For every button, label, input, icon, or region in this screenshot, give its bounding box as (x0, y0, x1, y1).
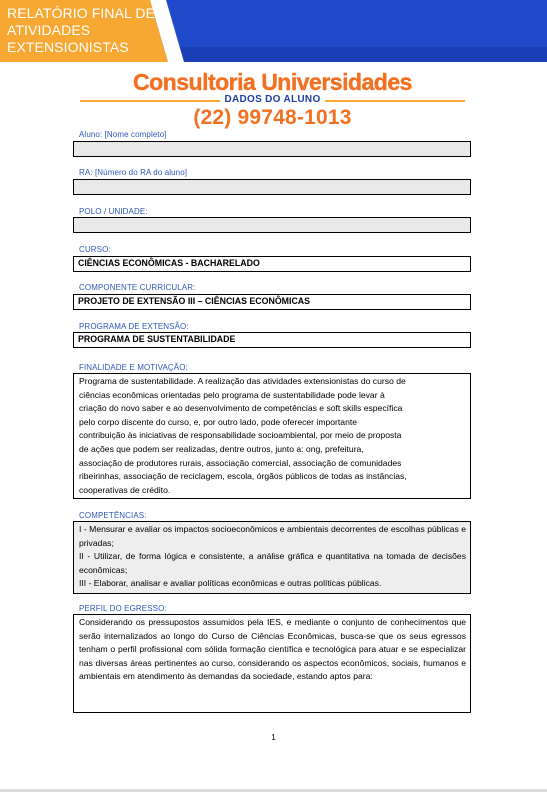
competencia-item: II - Utilizar, de forma lógica e consistente, a análise gráfica e quantitativa na tomada de decisões econômicas; (79, 551, 466, 575)
watermark (80, 70, 465, 130)
banner-title-line-2: ATIVIDADES (7, 22, 91, 38)
competencias-field (73, 521, 471, 594)
programa-field: PROGRAMA DE SUSTENTABILIDADE (73, 332, 471, 348)
banner-title-line-3: EXTENSIONISTAS (7, 39, 129, 55)
polo-field[interactable] (73, 217, 471, 233)
finalidade-line: criação do novo saber e ao desenvolvimento de competências e soft skills específica (79, 403, 403, 414)
finalidade-line: pelo corpo discente do curso, e, por outro lado, pode oferecer importante (79, 416, 358, 427)
componente-label: COMPONENTE CURRICULAR: (79, 283, 196, 292)
finalidade-line: ciências econômicas orientadas pelo programa de sustentabilidade pode levar à (79, 389, 385, 400)
polo-label: POLO / UNIDADE: (79, 207, 148, 216)
competencia-item: I - Mensurar e avaliar os impactos socioeconômicos e ambientais decorrentes de escolhas públicas e privadas; (79, 524, 466, 548)
banner-title-line-1: RELATÓRIO FINAL DE (7, 5, 156, 21)
page-number: 1 (271, 733, 276, 742)
finalidade-line: de ações que podem ser realizadas, dentre outros, junto a: ong, prefeitura, (79, 443, 364, 454)
header-banner (0, 0, 547, 62)
competencias-label: COMPETÊNCIAS: (79, 511, 147, 520)
perfil-label: PERFIL DO EGRESSO: (79, 604, 167, 613)
watermark-brand: Consultoria Universidades (133, 69, 412, 95)
finalidade-label: FINALIDADE E MOTIVAÇÃO: (79, 363, 188, 372)
finalidade-line: ribeirinhas, associação de reciclagem, escola, órgãos públicos de todas as instâncias, (79, 471, 407, 482)
programa-label: PROGRAMA DE EXTENSÃO: (79, 322, 189, 331)
perfil-text: Considerando os pressupostos assumidos pela IES, e mediante o conjunto de conhecimentos que serão internalizados ao longo do Curso de Ciências Econômicas, busca-se que os seus egressos tenham o perfil profissional com sólida formação científica e tecnológica para atuar e se especializar nas diversas áreas pertinentes ao curso, considerando os aspectos econômicos, sociais, humanos e ambientais em atendimento às demandas da sociedade, estando aptos para: (79, 617, 466, 682)
finalidade-line: contribuição às iniciativas de responsabilidade socioambiental, por meio de proposta (79, 430, 402, 441)
finalidade-line: cooperativas de crédito. (79, 484, 171, 495)
banner-title (7, 5, 155, 56)
section-title: DADOS DO ALUNO (224, 94, 321, 105)
curso-label: CURSO: (79, 245, 111, 254)
aluno-label: Aluno: [Nome completo] (79, 130, 167, 139)
competencia-item: III - Elaborar, analisar e avaliar políticas econômicas e outras políticas públicas. (79, 578, 382, 589)
finalidade-line: Programa de sustentabilidade. A realização das atividades extensionistas do curso de (79, 376, 406, 386)
curso-field: CIÊNCIAS ECONÔMICAS - BACHARELADO (73, 256, 471, 272)
ra-field[interactable] (73, 179, 471, 195)
perfil-field (73, 614, 471, 713)
componente-field: PROJETO DE EXTENSÃO III – CIÊNCIAS ECONÔMICAS (73, 294, 471, 310)
aluno-field[interactable] (73, 141, 471, 157)
watermark-phone: (22) 99748-1013 (193, 106, 352, 129)
finalidade-field (73, 373, 471, 499)
ra-label: RA: [Número do RA do aluno] (79, 168, 188, 177)
finalidade-line: associação de produtores rurais, associação comercial, associação de comunidades (79, 457, 402, 468)
